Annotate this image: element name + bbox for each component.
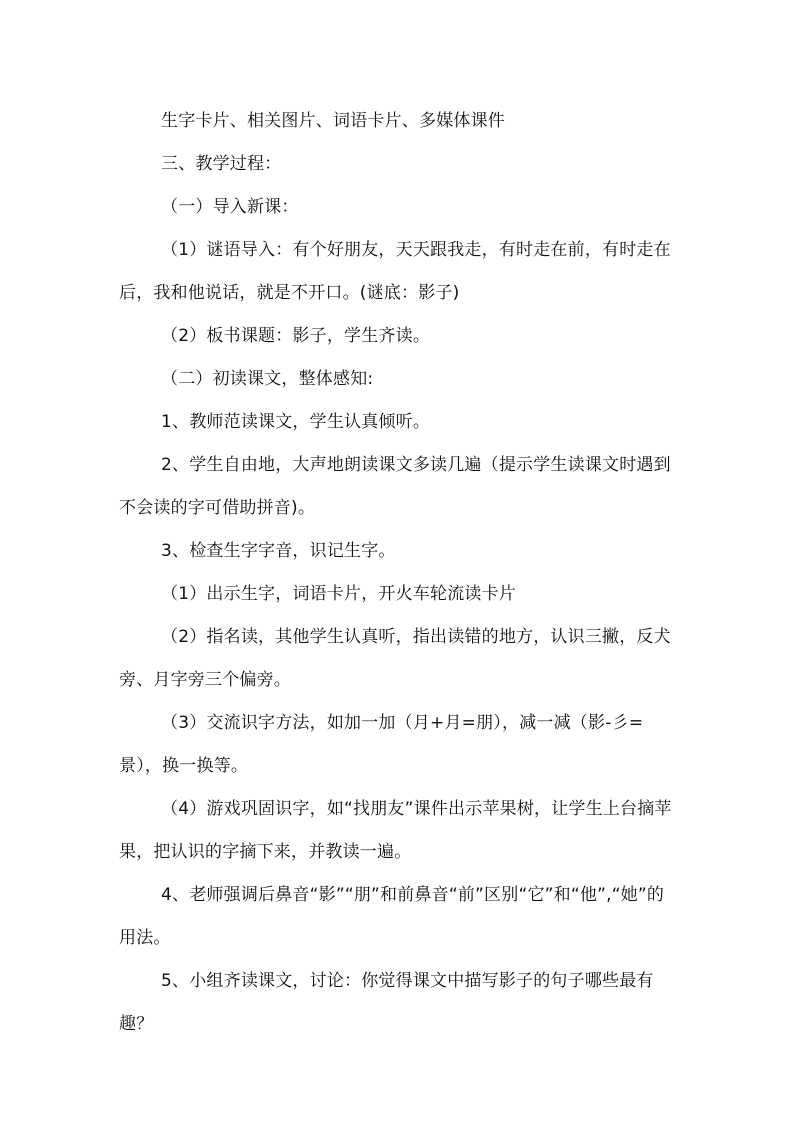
list-item-5: 5、小组齐读课文，讨论：你觉得课文中描写影子的句子哪些最有趣？ xyxy=(119,971,654,1034)
document-body xyxy=(119,100,679,1046)
list-item-2: 2、学生自由地，大声地朗读课文多读几遍（提示学生读课文时遇到不会读的字可借助拼音)。 xyxy=(119,455,671,518)
sub-item-4: （4）游戏巩固识字，如“找朋友”课件出示苹果树，让学生上台摘苹果，把认识的字摘下来，并教读一遍。 xyxy=(119,799,672,862)
sub-item-3: （3）交流识字方法，如加一加（月+月=朋），减一减（影-彡=景），换一换等。 xyxy=(119,713,644,776)
section-heading-teaching-process: 三、教学过程： xyxy=(161,154,282,174)
subheading-introduction: （一）导入新课： xyxy=(161,197,299,217)
sub-item-2: （2）指名读，其他学生认真听，指出读错的地方，认识三撇，反犬旁、月字旁三个偏旁。 xyxy=(119,627,671,690)
list-item-1: 1、教师范读课文，学生认真倾听。 xyxy=(161,412,431,432)
paragraph-riddle: （1）谜语导入：有个好朋友，天天跟我走，有时走在前，有时走在后，我和他说话，就是不开口。(谜底：影子) xyxy=(119,240,671,303)
sub-item-1: （1）出示生字，词语卡片，开火车轮流读卡片 xyxy=(161,584,517,604)
list-item-4: 4、老师强调后鼻音“影”“朋”和前鼻音“前”区别“它”和“他”,“她”的用法。 xyxy=(119,885,665,948)
materials-line: 生字卡片、相关图片、词语卡片、多媒体课件 xyxy=(161,111,505,131)
paragraph-blackboard-title: （2）板书课题：影子，学生齐读。 xyxy=(161,326,431,346)
subheading-first-reading: （二）初读课文，整体感知: xyxy=(161,369,374,389)
list-item-3: 3、检查生字字音，识记生字。 xyxy=(161,541,396,561)
